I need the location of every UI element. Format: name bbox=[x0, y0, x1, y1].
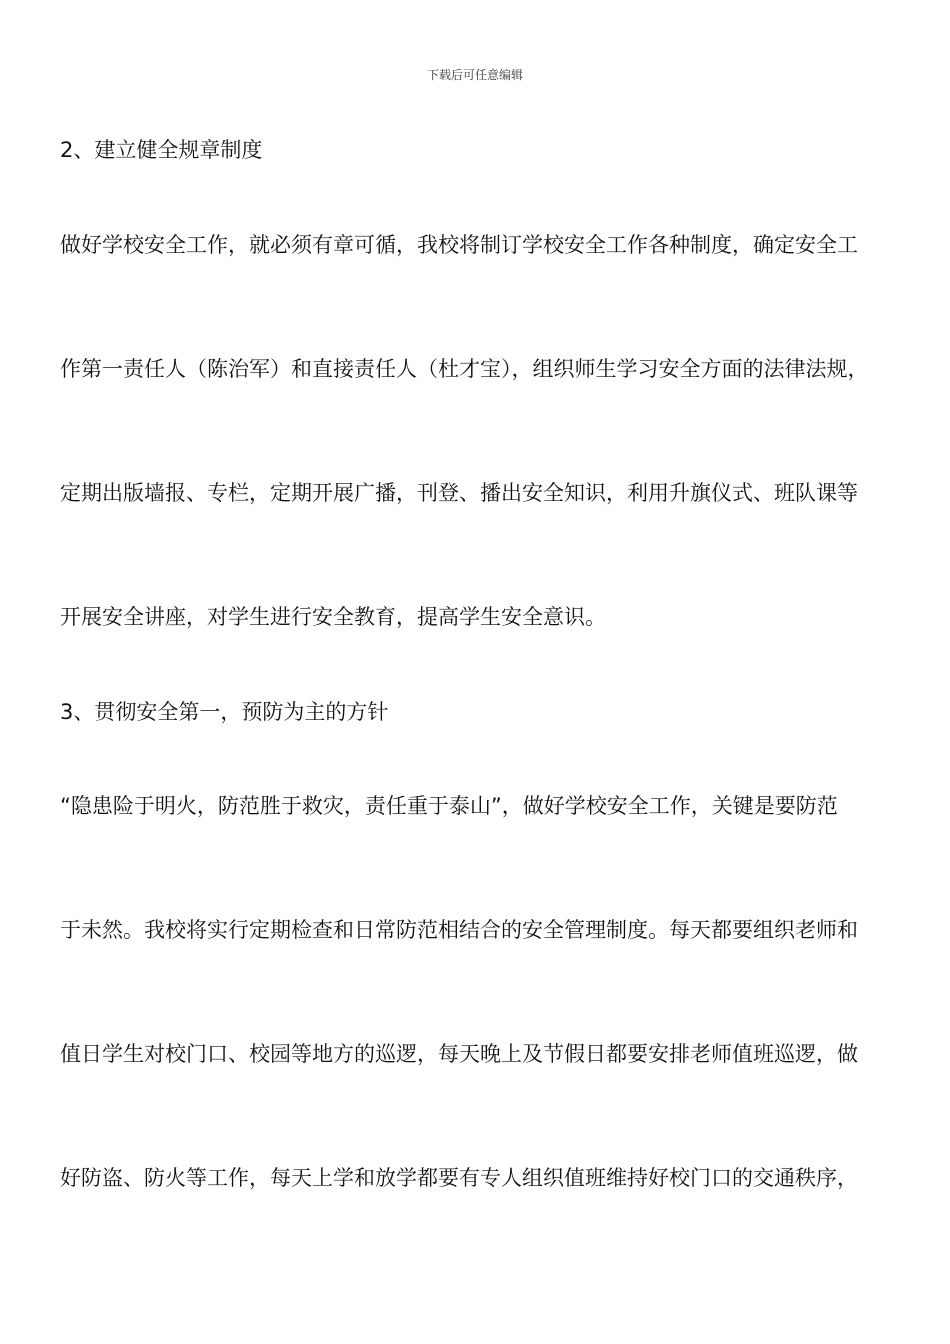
section-3-line-1: “隐患险于明火，防范胜于救灾，责任重于泰山”，做好学校安全工作，关键是要防范 bbox=[60, 794, 838, 818]
section-2-line-4: 开展安全讲座，对学生进行安全教育，提高学生安全意识。 bbox=[60, 605, 606, 629]
section-3-heading: 3、贯彻安全第一，预防为主的方针 bbox=[60, 700, 389, 724]
page-header-note: 下载后可任意编辑 bbox=[426, 68, 523, 82]
section-3-line-2: 于未然。我校将实行定期检查和日常防范相结合的安全管理制度。每天都要组织老师和 bbox=[60, 918, 858, 942]
section-2-line-1: 做好学校安全工作，就必须有章可循，我校将制订学校安全工作各种制度，确定安全工 bbox=[60, 233, 858, 257]
section-2-line-3: 定期出版墙报、专栏，定期开展广播，刊登、播出安全知识，利用升旗仪式、班队课等 bbox=[60, 481, 858, 505]
section-2-line-2: 作第一责任人（陈治军）和直接责任人（杜才宝），组织师生学习安全方面的法律法规， bbox=[60, 357, 869, 381]
section-3-line-4: 好防盗、防火等工作，每天上学和放学都要有专人组织值班维持好校门口的交通秩序， bbox=[60, 1166, 858, 1190]
section-3-line-3: 值日学生对校门口、校园等地方的巡逻，每天晚上及节假日都要安排老师值班巡逻，做 bbox=[60, 1042, 858, 1066]
section-2-heading: 2、建立健全规章制度 bbox=[60, 138, 263, 162]
